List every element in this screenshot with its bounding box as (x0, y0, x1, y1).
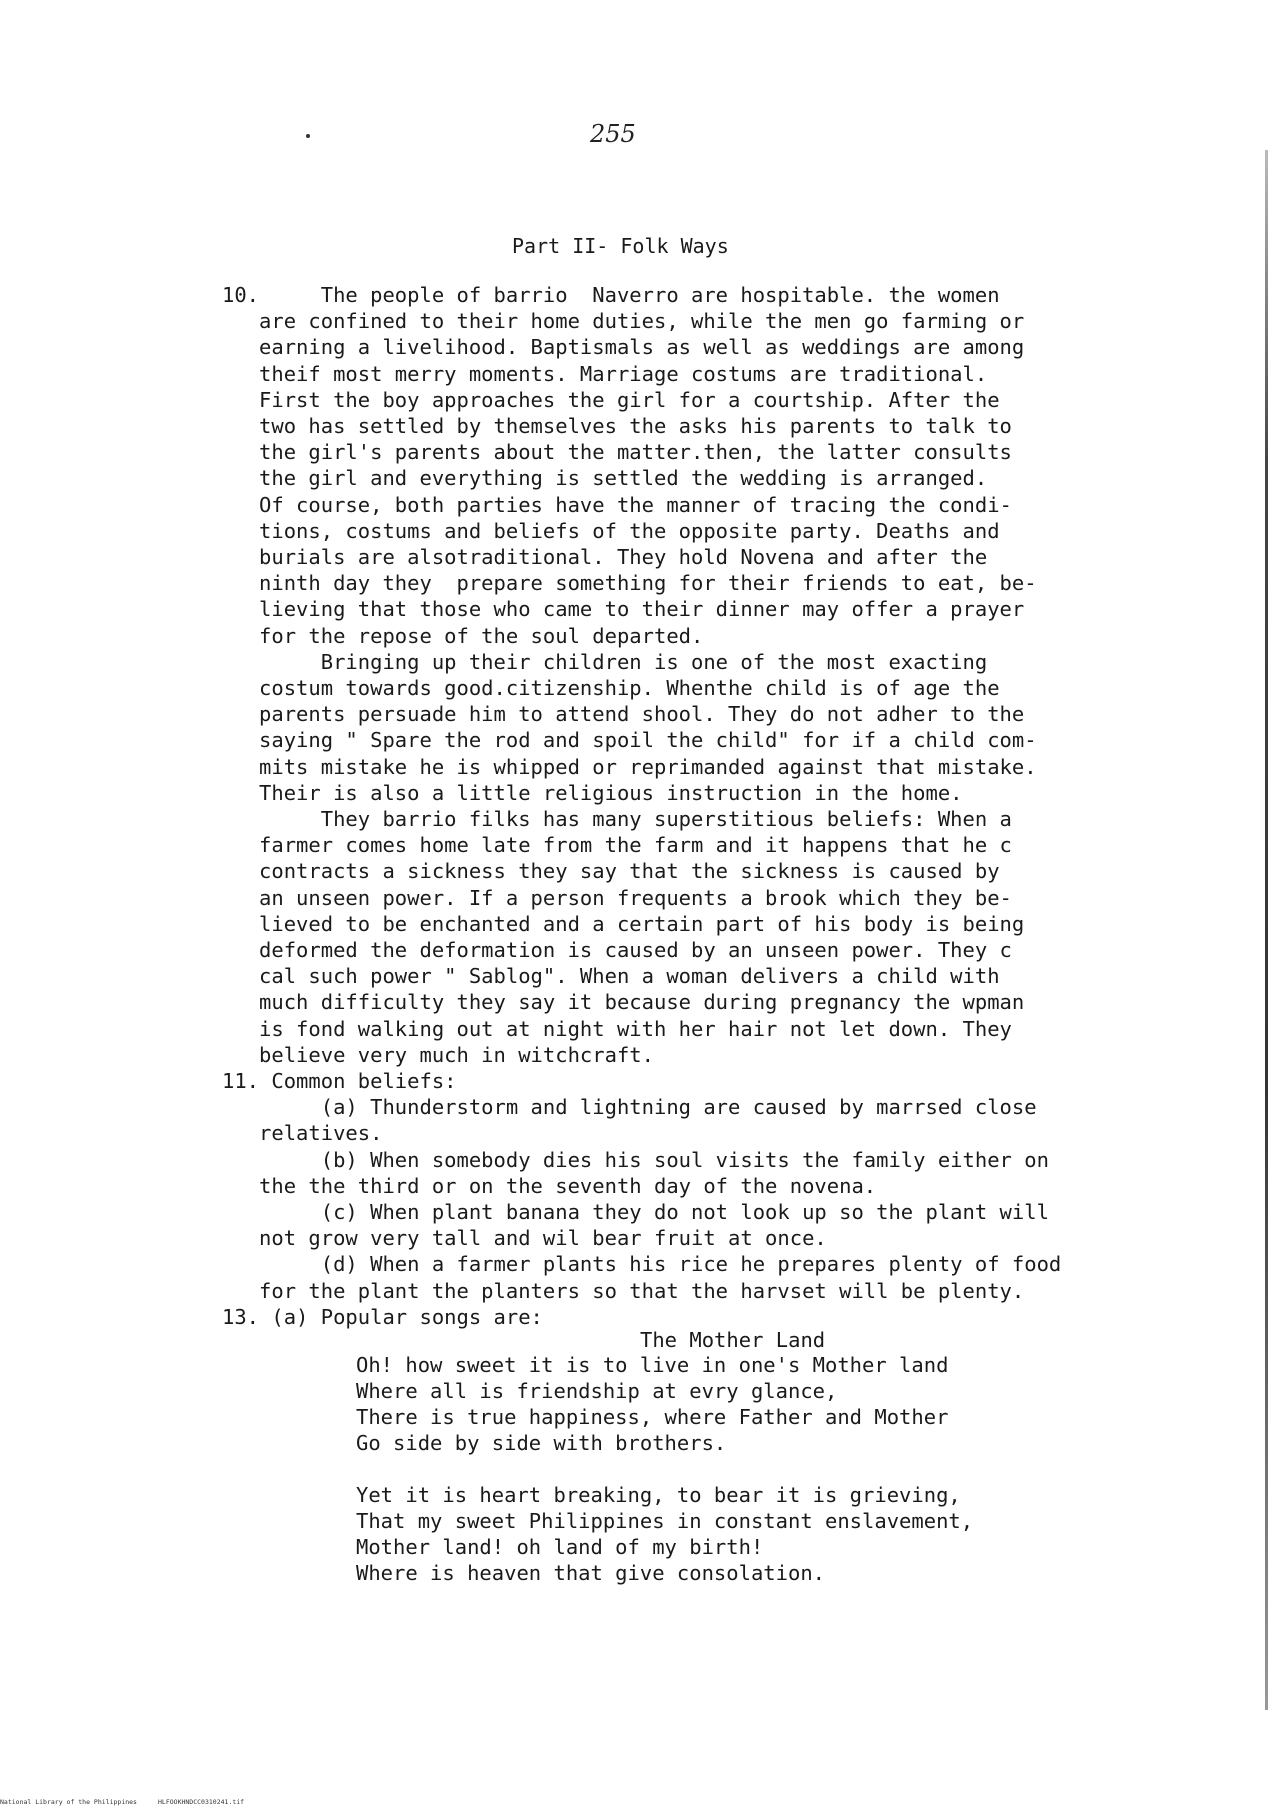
text-line: parents persuade him to attend shool. They do not adher to the (222, 702, 1025, 727)
verse-line: That my sweet Philippines in constant enslavement, (356, 1509, 974, 1533)
text-line: They barrio filks has many superstitious beliefs: When a (222, 807, 1012, 831)
verse-line: Where is heaven that give consolation. (356, 1561, 825, 1585)
section-title: Part II- Folk Ways (512, 234, 729, 258)
text-line: much difficulty they say it because during pregnancy the wpman (222, 990, 1025, 1015)
text-line: theif most merry moments. Marriage costums are traditional. (222, 361, 988, 386)
text-line: farmer comes home late from the farm and it happens that he c (222, 833, 1012, 858)
verse-line: Go side by side with brothers. (356, 1431, 727, 1455)
song-title: The Mother Land (640, 1328, 826, 1352)
text-line: (a) Thunderstorm and lightning are caused by marrsed close (222, 1095, 1037, 1120)
page-number: 255 (590, 120, 636, 148)
text-line: First the boy approaches the girl for a courtship. After the (222, 387, 1000, 412)
text-line: Their is also a little religious instruction in the home. (222, 780, 963, 805)
text-line: not grow very tall and wil bear fruit at once. (222, 1226, 827, 1251)
text-line: the girl and everything is settled the wedding is arranged. (222, 466, 988, 491)
text-line: relatives. (222, 1121, 383, 1146)
text-line: saying " Spare the rod and spoil the child" for if a child com- (222, 728, 1037, 753)
text-line: ninth day they prepare something for their friends to eat, be- (222, 571, 1037, 596)
text-line: lieving that those who came to their dinner may offer a prayer (222, 597, 1025, 622)
text-line: contracts a sickness they say that the sickness is caused by (222, 859, 1000, 884)
text-line: believe very much in witchcraft. (222, 1042, 654, 1067)
text-line: are confined to their home duties, while the men go farming or (222, 309, 1025, 334)
text-line: the girl's parents about the matter.then, the latter consults (222, 440, 1012, 465)
text-line: 11. Common beliefs: (222, 1069, 457, 1093)
text-line: for the plant the planters so that the harvset will be plenty. (222, 1278, 1025, 1303)
text-line: cal such power " Sablog". When a woman delivers a child with (222, 964, 1000, 989)
verse-line: There is true happiness, where Father and Mother (356, 1405, 949, 1429)
footer-library: National Library of the Philippines (0, 1798, 137, 1806)
text-line: burials are alsotraditional. They hold Novena and after the (222, 545, 988, 569)
text-line: an unseen power. If a person frequents a brook which they be- (222, 885, 1012, 910)
text-line: two has settled by themselves the asks his parents to talk to (222, 414, 1012, 438)
text-line: for the repose of the soul departed. (222, 623, 704, 648)
text-line: 10. The people of barrio Naverro are hospitable. the women (222, 283, 1000, 307)
text-line: deformed the deformation is caused by an unseen power. They c (222, 938, 1012, 962)
text-line: earning a livelihood. Baptismals as well as weddings are among (222, 335, 1025, 360)
verse-line: Mother land! oh land of my birth! (356, 1535, 764, 1559)
text-line: (c) When plant banana they do not look up so the plant will (222, 1200, 1049, 1224)
text-line: Of course, both parties have the manner of tracing the condi- (222, 492, 1012, 517)
text-line: Bringing up their children is one of the most exacting (222, 649, 988, 674)
page-edge-shadow (1265, 150, 1268, 1710)
text-line: (b) When somebody dies his soul visits the family either on (222, 1147, 1049, 1172)
text-line: 13. (a) Popular songs are: (222, 1304, 543, 1329)
text-line: the the third or on the seventh day of the novena. (222, 1173, 877, 1198)
text-line: mits mistake he is whipped or reprimanded against that mistake. (222, 754, 1037, 779)
verse-line: Yet it is heart breaking, to bear it is grieving, (356, 1483, 961, 1507)
ink-dot (306, 134, 310, 138)
text-line: is fond walking out at night with her hair not let down. They (222, 1016, 1012, 1041)
text-line: tions, costums and beliefs of the opposite party. Deaths and (222, 518, 1000, 543)
text-line: (d) When a farmer plants his rice he prepares plenty of food (222, 1252, 1062, 1277)
footer-filename: HLFOOKHNDCC0310241.tif (158, 1798, 245, 1806)
text-line: costum towards good.citizenship. Whenthe child is of age the (222, 676, 1000, 700)
text-line: lieved to be enchanted and a certain part of his body is being (222, 911, 1025, 936)
verse-line: Where all is friendship at evry glance, (356, 1379, 838, 1403)
verse-line: Oh! how sweet it is to live in one's Mother land (356, 1353, 949, 1377)
